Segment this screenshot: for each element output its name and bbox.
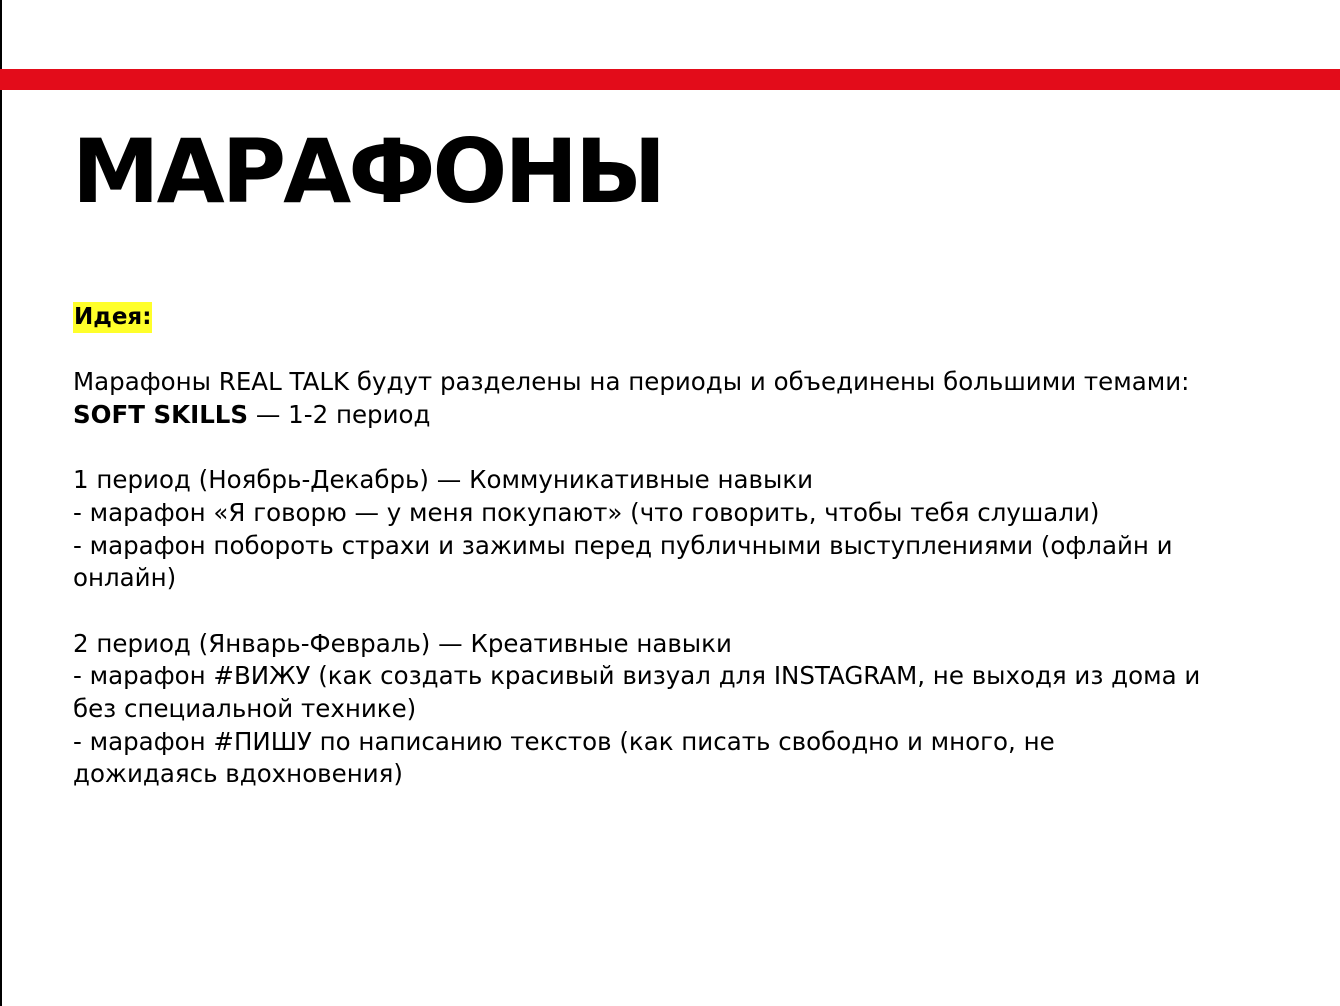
soft-skills-periods: — 1-2 период: [248, 399, 431, 429]
paragraph-gap: [73, 431, 1293, 464]
slide-body: [73, 366, 1293, 791]
period-1-item-2: - марафон побороть страхи и зажимы перед публичными выступлениями (офлайн и: [73, 530, 1173, 560]
paragraph-gap: [73, 595, 1293, 628]
left-border: [0, 0, 2, 1006]
period-2-heading: 2 период (Январь-Февраль) — Креативные навыки: [73, 628, 732, 658]
period-1-item-2-cont: онлайн): [73, 563, 177, 593]
intro-line: Марафоны REAL TALK будут разделены на периоды и объединены большими темами:: [73, 367, 1190, 396]
idea-label: Идея:: [73, 302, 152, 333]
period-2-item-2-cont: дожидаясь вдохновения): [73, 759, 403, 789]
period-1-item-1: - марафон «Я говорю — у меня покупают» (что говорить, чтобы тебя слушали): [73, 497, 1100, 527]
period-1-heading: 1 период (Ноябрь-Декабрь) — Коммуникативные навыки: [73, 465, 814, 495]
accent-band: [0, 69, 1340, 90]
slide-title: МАРАФОНЫ: [72, 120, 664, 223]
soft-skills-line: [73, 399, 1293, 432]
period-2-item-1-cont: без специальной технике): [73, 694, 417, 723]
period-2-item-1: - марафон #ВИЖУ (как создать красивый визуал для INSTAGRAM, не выходя из дома и: [73, 661, 1201, 691]
soft-skills-label: SOFT SKILLS: [73, 399, 249, 429]
period-2-item-2: - марафон #ПИШУ по написанию текстов (как писать свободно и много, не: [73, 726, 1055, 756]
